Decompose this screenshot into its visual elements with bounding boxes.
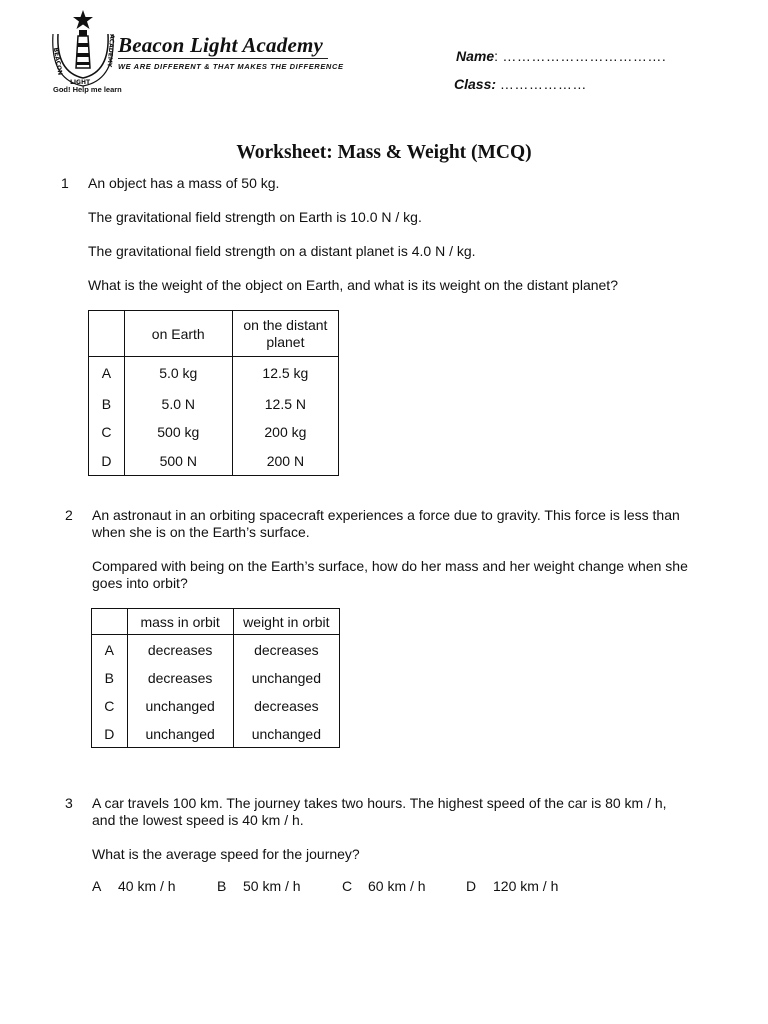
table-cell: 200 N — [232, 447, 338, 476]
class-field[interactable] — [454, 76, 587, 92]
class-label: Class: — [454, 76, 497, 92]
svg-text:ACADEMY: ACADEMY — [105, 33, 116, 68]
question-number: 1 — [61, 175, 69, 191]
table-cell: 12.5 kg — [232, 357, 338, 390]
option-text[interactable]: 120 km / h — [493, 878, 559, 894]
options-table — [88, 310, 339, 476]
name-colon: : — [494, 48, 499, 64]
table-header-row — [92, 609, 340, 635]
question-number: 2 — [65, 507, 73, 523]
question-prompt: What is the average speed for the journey? — [92, 846, 360, 862]
option-letter[interactable]: D — [466, 878, 477, 894]
school-motto: God! Help me learn — [53, 85, 122, 94]
option-text[interactable]: 40 km / h — [118, 878, 176, 894]
svg-text:LIGHT: LIGHT — [70, 79, 91, 86]
table-cell: 12.5 N — [232, 390, 338, 418]
table-cell: 5.0 kg — [124, 357, 232, 390]
table-row[interactable] — [92, 665, 340, 692]
option-letter: A — [89, 357, 125, 390]
options-table — [91, 608, 340, 748]
table-cell: 500 kg — [124, 418, 232, 447]
option-letter: B — [92, 665, 128, 692]
table-row[interactable] — [92, 635, 340, 665]
tagline-divider — [118, 58, 328, 59]
table-cell: decreases — [127, 635, 233, 665]
school-name: Beacon Light Academy — [118, 33, 324, 57]
class-blank[interactable]: ……………… — [499, 76, 587, 92]
question-prompt: What is the weight of the object on Earth, and what is its weight on the distant planet? — [88, 277, 618, 293]
school-logo — [50, 10, 120, 92]
svg-text:BEACON: BEACON — [51, 47, 64, 76]
table-cell: decreases — [127, 665, 233, 692]
name-field[interactable] — [456, 48, 666, 64]
question-text: An astronaut in an orbiting spacecraft experiences a force due to gravity. This force is less than when she is on the Earth’s surface. — [92, 507, 680, 540]
table-cell: 200 kg — [232, 418, 338, 447]
option-letter: A — [92, 635, 128, 665]
table-row[interactable] — [89, 447, 339, 476]
question-prompt: Compared with being on the Earth’s surface, how do her mass and her weight change when she goes into orbit? — [92, 558, 688, 591]
option-letter: D — [92, 721, 128, 748]
table-header-cell: mass in orbit — [127, 609, 233, 635]
table-header-cell — [89, 311, 125, 357]
question-text: The gravitational field strength on Earth is 10.0 N / kg. — [88, 209, 422, 225]
table-header-cell — [92, 609, 128, 635]
option-letter: B — [89, 390, 125, 418]
school-tagline: WE ARE DIFFERENT & THAT MAKES THE DIFFERENCE — [118, 62, 344, 71]
table-cell: unchanged — [127, 721, 233, 748]
table-cell: 500 N — [124, 447, 232, 476]
question-text: An object has a mass of 50 kg. — [88, 175, 280, 191]
question-number: 3 — [65, 795, 73, 811]
option-letter: C — [92, 692, 128, 721]
worksheet-title: Worksheet: Mass & Weight (MCQ) — [236, 142, 532, 163]
table-header-cell: on Earth — [124, 311, 232, 357]
table-header-cell: weight in orbit — [233, 609, 339, 635]
table-cell: unchanged — [233, 721, 339, 748]
table-row[interactable] — [89, 357, 339, 390]
table-row[interactable] — [92, 721, 340, 748]
table-header-row — [89, 311, 339, 357]
option-letter: D — [89, 447, 125, 476]
table-row[interactable] — [89, 390, 339, 418]
table-row[interactable] — [92, 692, 340, 721]
option-letter[interactable]: A — [92, 878, 102, 894]
option-letter: C — [89, 418, 125, 447]
table-cell: decreases — [233, 635, 339, 665]
name-label: Name — [456, 48, 495, 64]
table-header-cell: on the distant planet — [232, 311, 338, 357]
table-row[interactable] — [89, 418, 339, 447]
table-cell: decreases — [233, 692, 339, 721]
lighthouse-emblem-icon — [50, 10, 120, 92]
option-text[interactable]: 50 km / h — [243, 878, 301, 894]
question-text: A car travels 100 km. The journey takes two hours. The highest speed of the car is 80 km / h, and the lowest speed is 40 km / h. — [92, 795, 667, 828]
option-letter[interactable]: B — [217, 878, 227, 894]
option-letter[interactable]: C — [342, 878, 353, 894]
question-text: The gravitational field strength on a distant planet is 4.0 N / kg. — [88, 243, 476, 259]
table-cell: unchanged — [233, 665, 339, 692]
option-text[interactable]: 60 km / h — [368, 878, 426, 894]
table-cell: 5.0 N — [124, 390, 232, 418]
table-cell: unchanged — [127, 692, 233, 721]
name-blank[interactable]: ……………………………. — [502, 48, 667, 64]
